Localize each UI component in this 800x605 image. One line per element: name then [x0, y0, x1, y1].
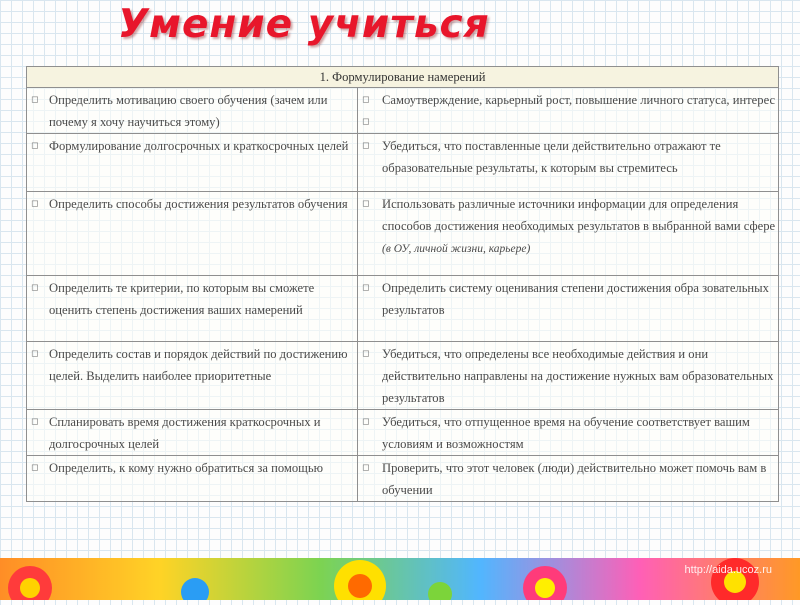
row-action-text: Формулирование долгосрочных и краткосрочных целей	[49, 139, 349, 153]
checkbox-bullet-icon: ◻	[362, 349, 370, 359]
row-guidance-cell	[358, 456, 779, 502]
row-guidance-text: Убедиться, что отпущенное время на обучение соответствует вашим условиям и возможностям	[382, 415, 750, 451]
table-row	[27, 276, 779, 342]
row-guidance-italic-note: (в ОУ, личной жизни, карьере)	[382, 243, 531, 255]
row-guidance-cell	[358, 134, 779, 192]
checkbox-bullet-icon: ◻	[31, 199, 39, 209]
table-row	[27, 342, 779, 410]
row-action-cell	[27, 342, 358, 410]
intentions-table	[26, 66, 779, 502]
row-guidance-cell	[358, 88, 779, 134]
table-header: 1. Формулирование намерений	[27, 67, 779, 88]
row-action-text: Определить способы достижения результатов обучения	[49, 197, 348, 211]
footer-url[interactable]: http://aida.ucoz.ru	[684, 564, 772, 576]
checkbox-bullet-icon: ◻	[362, 283, 370, 293]
checkbox-bullet-icon: ◻	[362, 463, 370, 473]
row-guidance-cell	[358, 192, 779, 276]
checkbox-bullet-icon: ◻	[362, 199, 370, 209]
checkbox-bullet-icon: ◻	[31, 283, 39, 293]
row-action-text: Определить те критерии, по которым вы сможете оценить степень достижения ваших намерений	[49, 281, 315, 317]
table-row	[27, 192, 779, 276]
checkbox-bullet-icon: ◻	[31, 141, 39, 151]
checkbox-bullet-icon: ◻	[31, 95, 39, 105]
table-row	[27, 456, 779, 502]
row-action-text: Спланировать время достижения краткосрочных и долгосрочных целей	[49, 415, 321, 451]
row-action-cell	[27, 192, 358, 276]
row-guidance-cell	[358, 342, 779, 410]
page-title: Умение учиться	[118, 2, 490, 47]
row-guidance-cell	[358, 276, 779, 342]
row-guidance-text: Убедиться, что поставленные цели действительно отражают те образовательные результаты, к которым вы стремитесь	[382, 139, 721, 175]
flowers-illustration	[0, 558, 800, 600]
row-action-cell	[27, 456, 358, 502]
row-guidance-text: Проверить, что этот человек (люди) действительно может помочь вам в обучении	[382, 461, 767, 497]
row-guidance-text: Убедиться, что определены все необходимые действия и они действительно направлены на достижение нужных вам образовательных результатов	[382, 347, 774, 405]
table-row	[27, 134, 779, 192]
row-action-text: Определить состав и порядок действий по достижению целей. Выделить наиболее приоритетные	[49, 347, 348, 383]
row-guidance-text: Определить систему оценивания степени достижения обра зовательных результатов	[382, 281, 769, 317]
row-action-cell	[27, 134, 358, 192]
row-action-cell	[27, 88, 358, 134]
checkbox-bullet-icon: ◻	[31, 463, 39, 473]
checkbox-bullet-icon: ◻	[362, 141, 370, 151]
row-action-cell	[27, 276, 358, 342]
checkbox-bullet-icon: ◻	[31, 417, 39, 427]
checkbox-bullet-icon: ◻	[362, 117, 370, 127]
checkbox-bullet-icon: ◻	[31, 349, 39, 359]
row-guidance-text: Самоутверждение, карьерный рост, повышение личного статуса, интерес	[382, 93, 776, 107]
decorative-flowers-banner	[0, 558, 800, 600]
row-guidance-text: Использовать различные источники информации для определения способов достижения необходимых результатов в выбранной вами сфере	[382, 197, 776, 233]
checkbox-bullet-icon: ◻	[362, 95, 370, 105]
row-action-text: Определить мотивацию своего обучения (зачем или почему я хочу научиться этому)	[49, 93, 328, 129]
table-row	[27, 410, 779, 456]
table-header-row	[27, 67, 779, 88]
row-action-cell	[27, 410, 358, 456]
table-body	[27, 88, 779, 502]
row-action-text: Определить, к кому нужно обратиться за помощью	[49, 461, 324, 475]
row-guidance-cell	[358, 410, 779, 456]
table-row	[27, 88, 779, 134]
checkbox-bullet-icon: ◻	[362, 417, 370, 427]
